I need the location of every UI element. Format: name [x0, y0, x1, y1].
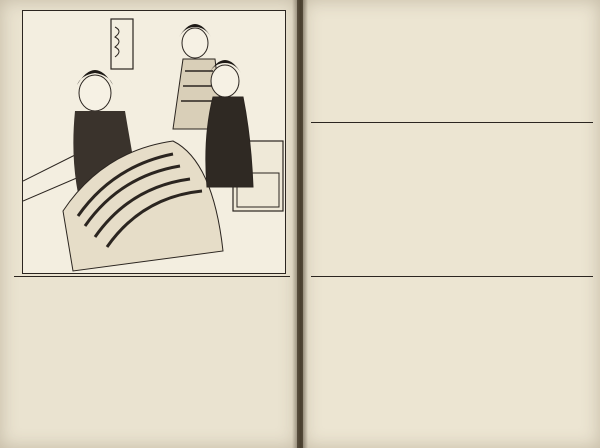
illustration-drawing: [23, 11, 285, 273]
left-divider-rule: [14, 276, 290, 277]
right-lower-text: [313, 280, 593, 430]
book-gutter: [292, 0, 308, 448]
right-page: [303, 0, 600, 448]
cast-list: [313, 12, 563, 118]
right-upper-rule: [311, 122, 593, 123]
right-upper-text: [313, 126, 593, 274]
right-divider-rule: [311, 276, 593, 277]
woodblock-illustration: [22, 10, 286, 274]
left-page: [0, 0, 297, 448]
left-lower-text: [22, 280, 284, 430]
